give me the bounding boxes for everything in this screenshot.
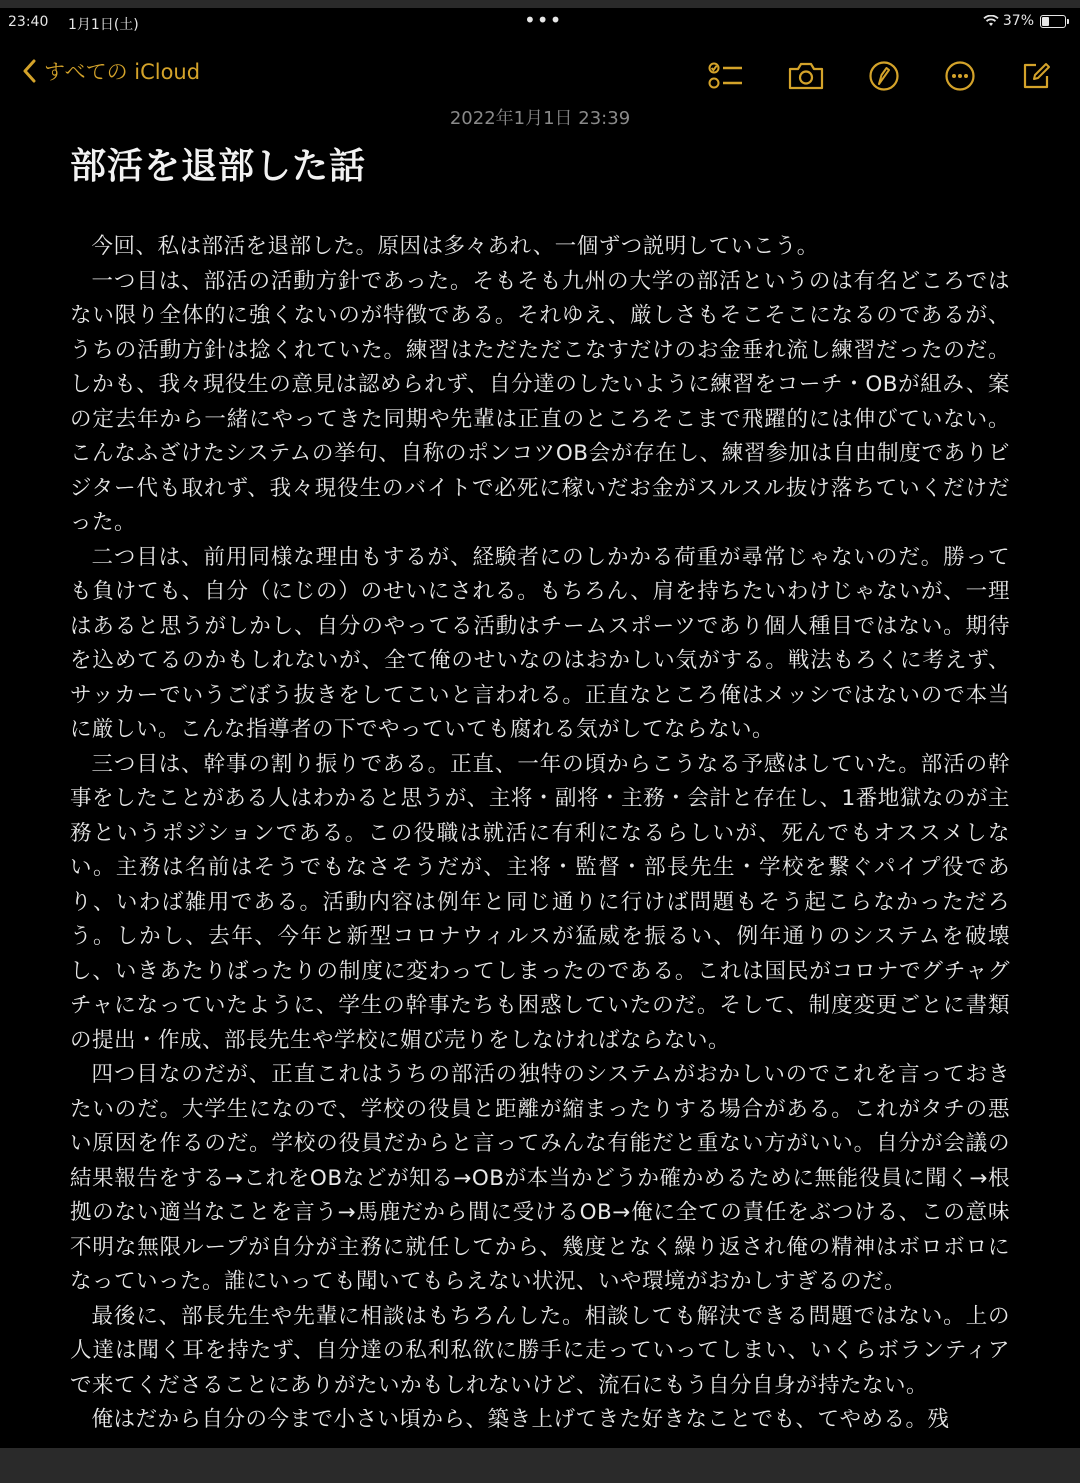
compose-icon[interactable]: [1016, 56, 1056, 96]
status-bar: [0, 8, 1080, 38]
status-date: 1月1日(土): [68, 17, 139, 33]
note-title[interactable]: 部活を退部した話: [70, 146, 367, 187]
status-right: [983, 13, 1066, 29]
back-label: すべての iCloud: [44, 60, 201, 84]
note-body[interactable]: [70, 230, 1010, 1438]
note-timestamp: 2022年1月1日 23:39: [449, 108, 631, 129]
chevron-left-icon: [22, 59, 36, 83]
note-paragraph: 俺はだから自分の今まで小さい頃から、築き上げてきた好きなことでも、てやめる。残: [91, 1407, 950, 1432]
wifi-icon: [983, 15, 999, 27]
note-paragraph: 三つ目は、幹事の割り振りである。正直、一年の頃からこうなる予感はしていた。部活の幹事をしたことがある人はわかると思うが、主将・副将・主務・会計と存在し、1番地獄なのが主務というポジションである。この役職は就活に有利になるらしいが、死んでもオススメしない。主務は名前はそうでもなさそうだが、主将・監督・部長先生・学校を繋ぐパイプ役であり、いわば雑用である。活動内容は例年と同じ通りに行けば問題もそう起こらなかっただろう。しかし、去年、今年と新型コロナウィルスが猛威を振るい、例年通りのシステムを破壊し、いきあたりばったりの制度に変わってしまったのである。これは国民がコロナでグチャグチャになっていたように、学生の幹事たちも困惑していたのだ。そして、制度変更ごとに書類の提出・作成、部長先生や学校に媚び売りをしなければならない。: [70, 751, 1010, 1053]
note-paragraph: 一つ目は、部活の活動方針であった。そもそも九州の大学の部活というのは有名どころではない限り全体的に強くないのが特徴である。それゆえ、厳しさもそこそこになるのであるが、うちの活動方針は捻くれていた。練習はただただこなすだけのお金垂れ流し練習だったのだ。しかも、我々現役生の意見は認められず、自分達のしたいように練習をコーチ・OBが組み、案の定去年から一緒にやってきた同期や先輩は正直のところそこまで飛躍的には伸びていない。こんなふざけたシステムの挙句、自称のポンコツOB会が存在し、練習参加は自由制度でありビジター代も取れず、我々現役生のバイトで必死に稼いだお金がスルスル抜け落ちていくだけだった。: [70, 268, 1010, 535]
battery-percent: 37%: [1002, 13, 1034, 29]
back-button[interactable]: [22, 56, 200, 86]
nav-bar: [0, 48, 1080, 104]
battery-fill: [1042, 17, 1049, 26]
checklist-icon[interactable]: [706, 56, 746, 96]
battery-icon: [1040, 15, 1066, 28]
note-paragraph: 今回、私は部活を退部した。原因は多々あれ、一個ずつ説明していこう。: [91, 234, 819, 259]
note-paragraph: 最後に、部長先生や先輩に相談はもちろんした。相談しても解決できる問題ではない。上の人達は聞く耳を持たず、自分達の私利私欲に勝手に走っていってしまい、いくらボランティアで来てくださることにありがたいかもしれないけど、流石にもう自分自身が持たない。: [70, 1303, 1010, 1398]
note-paragraph: 四つ目なのだが、正直これはうちの部活の独特のシステムがおかしいのでこれを言っておきたいのだ。大学生になので、学校の役員と距離が縮まったりする場合がある。これがタチの悪い原因を作るのだ。学校の役員だからと言ってみんな有能だと重ない方がいい。自分が会議の結果報告をする→これをOBなどが知る→OBが本当かどうか確かめるために無能役員に聞く→根拠のない適当なことを言う→馬鹿だから間に受けるOB→俺に全ての責任をぶつける、この意味不明な無限ループが自分が主務に就任してから、幾度となく繰り返され俺の精神はボロボロになっていった。誰にいっても聞いてもらえない状況、いや環境がおかしすぎるのだ。: [70, 1062, 1010, 1294]
note-paragraph: 二つ目は、前用同様な理由もするが、経験者にのしかかる荷重が尋常じゃないのだ。勝っても負けても、自分（にじの）のせいにされる。もちろん、肩を持ちたいわけじゃないが、一理はあると思うがしかし、自分のやってる活動はチームスポーツであり個人種目ではない。期待を込めてるのかもしれないが、全て俺のせいなのはおかしい気がする。戦法もろくに考えず、サッカーでいうごぼう抜きをしてこいと言われる。正直なところ俺はメッシではないので本当に厳しい。こんな指導者の下でやっていても腐れる気がしてならない。: [70, 544, 1010, 742]
camera-icon[interactable]: [786, 56, 826, 96]
more-icon[interactable]: [940, 56, 980, 96]
multitasking-dots[interactable]: •••: [524, 8, 563, 32]
notes-screen: [0, 8, 1080, 1448]
markup-icon[interactable]: [864, 56, 904, 96]
status-time: 23:40: [8, 14, 49, 30]
